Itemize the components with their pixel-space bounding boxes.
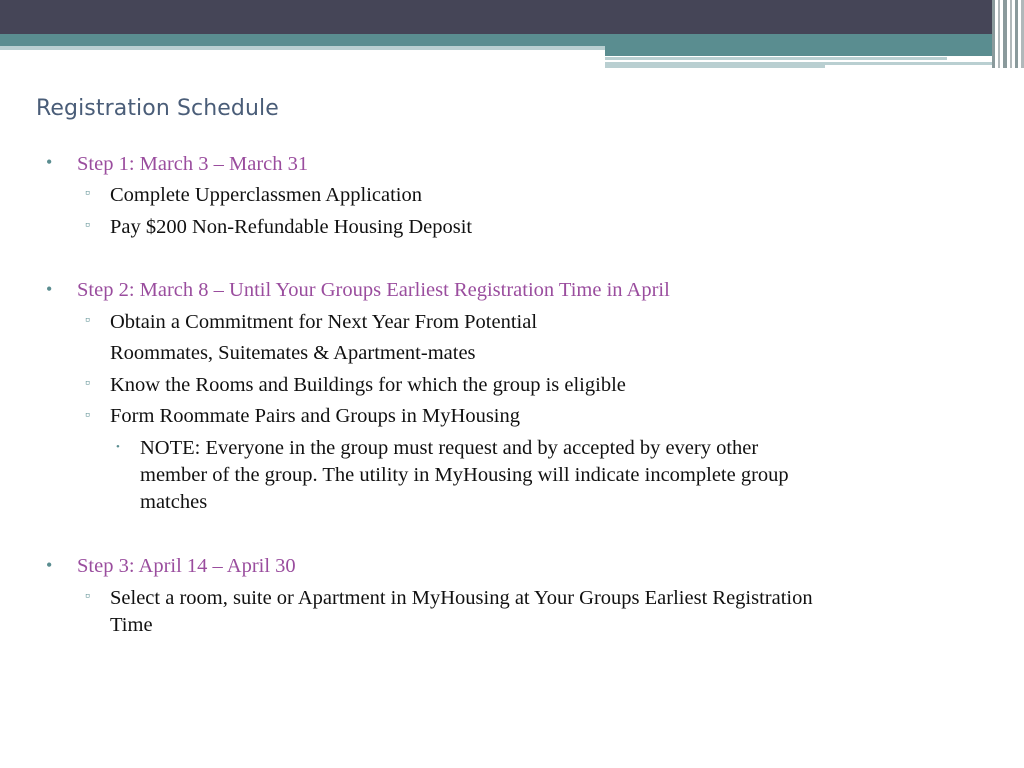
step-heading: Step 2: March 8 – Until Your Groups Earliest Registration Time in April: [77, 279, 670, 301]
header-accent-block: [605, 46, 995, 56]
bullet-level1: •: [46, 555, 53, 575]
header-vertical-bar: [1003, 0, 1007, 68]
note-line: member of the group. The utility in MyHousing will indicate incomplete group: [140, 464, 789, 486]
step-heading: Step 1: March 3 – March 31: [77, 153, 309, 175]
header-stripe: [0, 46, 605, 50]
step-item: Know the Rooms and Buildings for which the group is eligible: [110, 374, 626, 396]
step-item: Complete Upperclassmen Application: [110, 184, 422, 206]
header-accent-line: [825, 62, 995, 65]
header-vertical-bar: [998, 0, 1000, 68]
bullet-level2: ▫: [85, 313, 90, 328]
header-vertical-bar: [1010, 0, 1012, 68]
step-item-continuation: Time: [110, 614, 153, 636]
header-vertical-bar: [1015, 0, 1018, 68]
step-item-continuation: Roommates, Suitemates & Apartment-mates: [110, 342, 476, 364]
header-band-teal: [0, 34, 1024, 46]
note-line: matches: [140, 491, 208, 513]
bullet-level1: •: [46, 152, 53, 172]
step-item: Obtain a Commitment for Next Year From Potential: [110, 311, 538, 333]
bullet-level2: ▫: [85, 218, 90, 233]
slide-title: Registration Schedule: [36, 96, 279, 121]
bullet-level2: ▫: [85, 376, 90, 391]
note-line: NOTE: Everyone in the group must request and by accepted by every other: [140, 437, 759, 459]
bullet-level2: ▫: [85, 186, 90, 201]
bullet-level1: •: [46, 279, 53, 299]
header-band-dark: [0, 0, 1024, 34]
header-vertical-bars: [992, 0, 1024, 68]
step-item: Form Roommate Pairs and Groups in MyHousing: [110, 405, 520, 427]
header-accent-line: [605, 62, 825, 68]
header-accent-line: [605, 57, 947, 60]
header-vertical-bar: [992, 0, 995, 68]
bullet-level2: ▫: [85, 408, 90, 423]
step-item: Pay $200 Non-Refundable Housing Deposit: [110, 216, 473, 238]
bullet-level2: ▫: [85, 589, 90, 604]
bullet-level3: •: [116, 441, 120, 453]
step-item: Select a room, suite or Apartment in MyHousing at Your Groups Earliest Registration: [110, 587, 813, 609]
step-heading: Step 3: April 14 – April 30: [77, 555, 296, 577]
